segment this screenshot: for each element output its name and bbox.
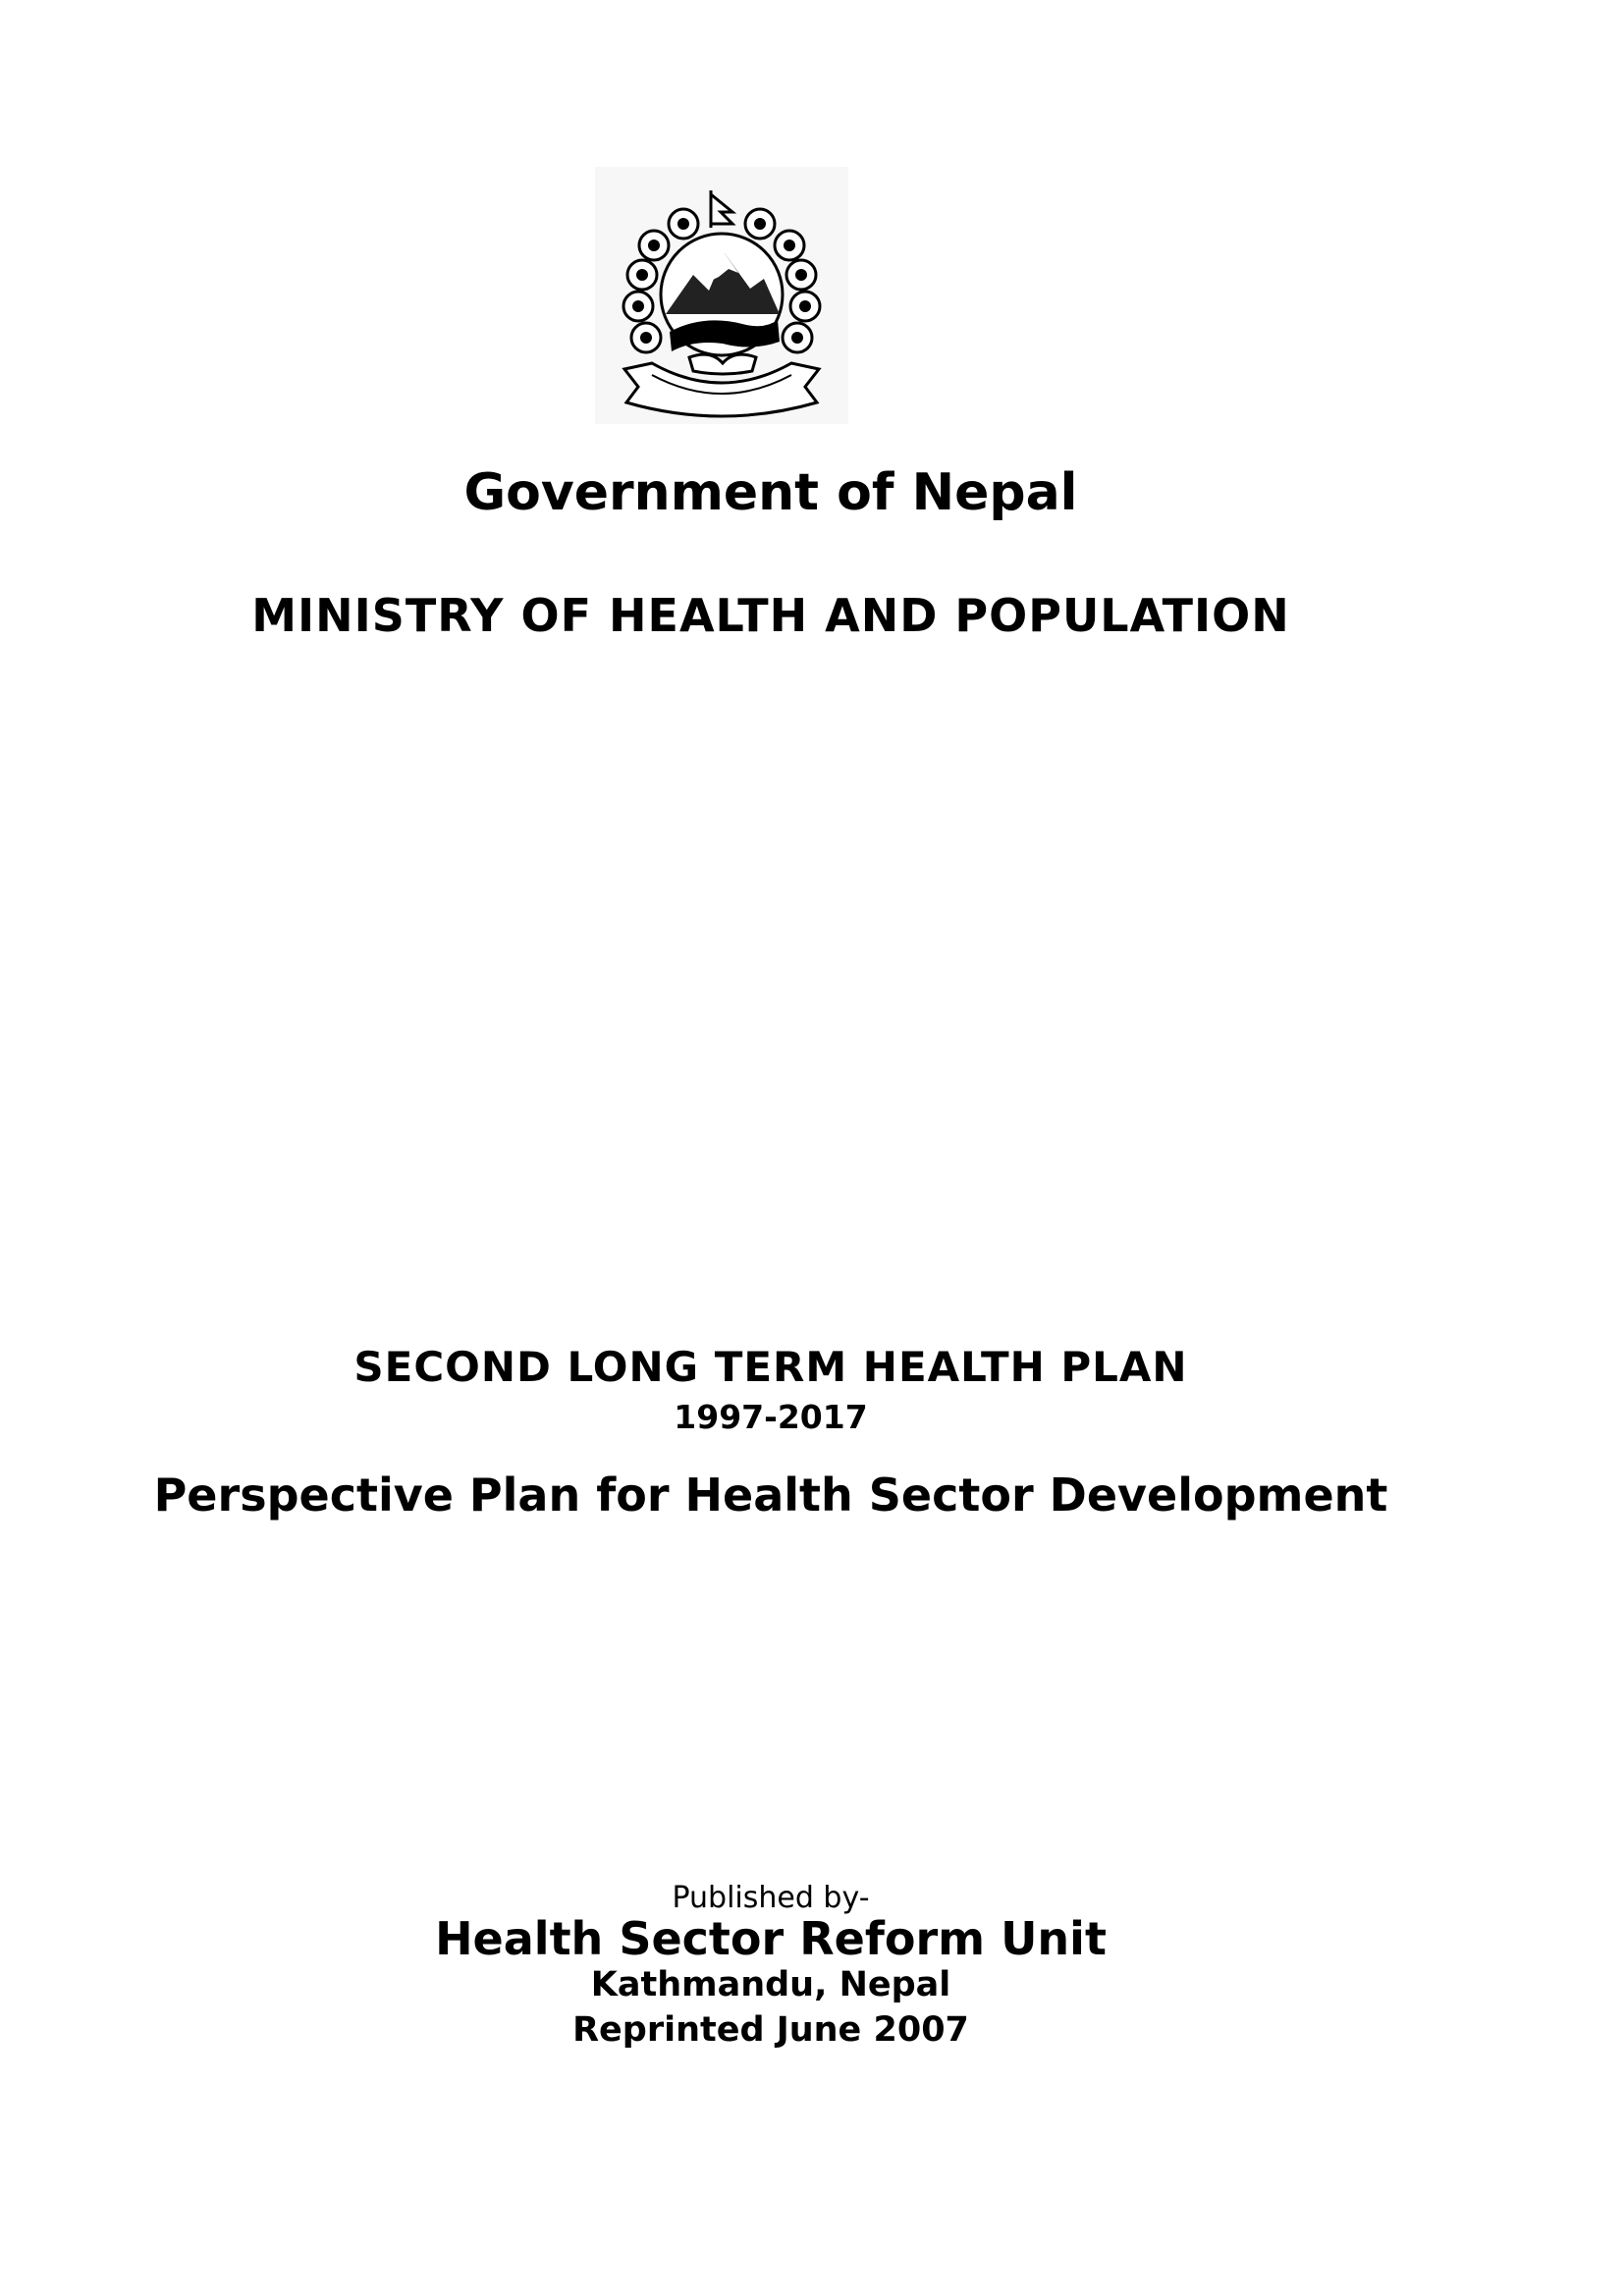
government-title: Government of Nepal [463, 463, 1078, 522]
published-by-label: Published by- [672, 1881, 870, 1915]
plan-subtitle: Perspective Plan for Health Sector Development [153, 1468, 1388, 1522]
publisher-location: Kathmandu, Nepal [590, 1965, 951, 2004]
plan-years: 1997-2017 [674, 1398, 868, 1436]
nepal-emblem-icon [595, 167, 848, 424]
publisher-name: Health Sector Reform Unit [435, 1912, 1107, 1965]
reprint-date: Reprinted June 2007 [572, 2010, 969, 2050]
ministry-title: MINISTRY OF HEALTH AND POPULATION [251, 589, 1290, 642]
plan-title: SECOND LONG TERM HEALTH PLAN [353, 1343, 1188, 1391]
